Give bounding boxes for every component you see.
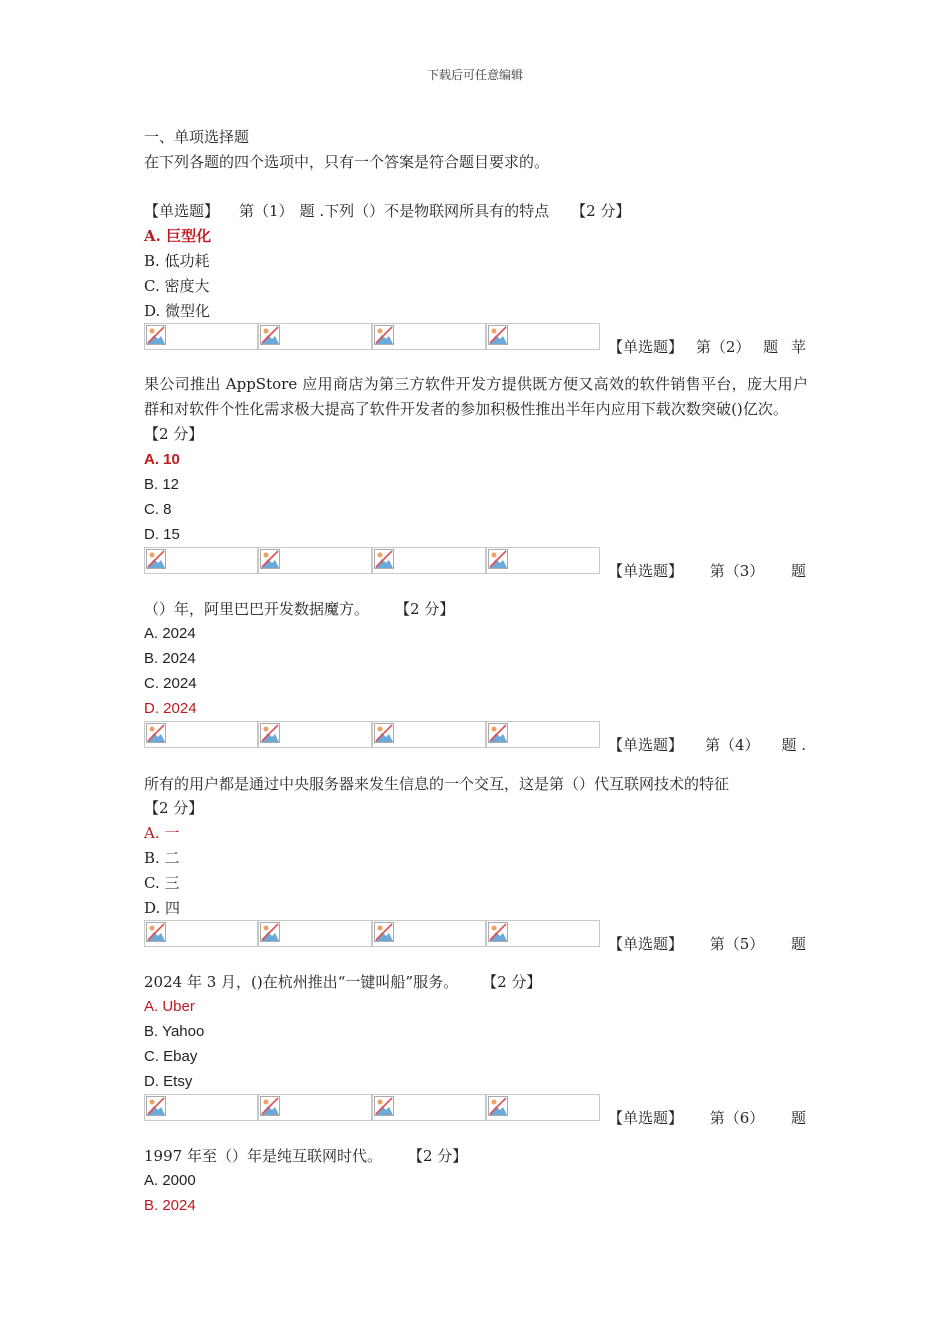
broken-image-icon	[488, 1096, 508, 1116]
image-placeholder	[372, 323, 486, 350]
q3-option-c[interactable]: C. 2024	[144, 675, 197, 692]
question-2-text: 果公司推出 AppStore 应用商店为第三方软件开发方提供既方便又高效的软件销售平台，庞大用户群和对软件个性化需求极大提高了软件开发者的参加积极性推出半年内应用下载次数突破()亿次。【2 分】	[144, 375, 808, 443]
broken-image-icon	[146, 723, 166, 743]
question-type: 【单选题】	[144, 202, 220, 220]
image-placeholder	[144, 323, 258, 350]
image-placeholder	[486, 1094, 600, 1121]
question-score: 【2 分】	[395, 600, 455, 618]
q2-option-d[interactable]: D. 15	[144, 526, 180, 543]
image-placeholder	[258, 721, 372, 748]
q5-option-a[interactable]: A. Uber	[144, 998, 195, 1015]
image-placeholder	[486, 721, 600, 748]
image-row	[144, 920, 604, 947]
section-title: 一、单项选择题	[144, 128, 250, 146]
q1-option-b[interactable]: B. 低功耗	[144, 252, 210, 270]
q4-option-d[interactable]: D. 四	[144, 899, 181, 917]
broken-image-icon	[488, 922, 508, 942]
q5-option-c[interactable]: C. Ebay	[144, 1048, 198, 1065]
question-3-header: 【单选题】 第（3） 题	[608, 562, 806, 580]
question-6-text: 1997 年至（）年是纯互联网时代。 【2 分】	[144, 1147, 468, 1165]
image-placeholder	[372, 920, 486, 947]
image-placeholder	[258, 1094, 372, 1121]
q5-option-b[interactable]: B. Yahoo	[144, 1023, 205, 1040]
broken-image-icon	[146, 325, 166, 345]
page-header: 下载后可任意编辑	[426, 68, 523, 82]
image-placeholder	[486, 920, 600, 947]
image-placeholder	[486, 323, 600, 350]
question-5-header: 【单选题】 第（5） 题	[608, 935, 806, 953]
image-placeholder	[372, 1094, 486, 1121]
question-2-header: 【单选题】 第（2） 题 苹	[608, 338, 806, 356]
q1-option-a[interactable]: A. 巨型化	[144, 227, 212, 245]
broken-image-icon	[146, 549, 166, 569]
q2-option-c[interactable]: C. 8	[144, 501, 172, 518]
image-row	[144, 721, 604, 748]
broken-image-icon	[374, 549, 394, 569]
q1-option-d[interactable]: D. 微型化	[144, 302, 211, 320]
question-5-text: 2024 年 3 月，()在杭州推出“一键叫船”服务。 【2 分】	[144, 973, 542, 991]
broken-image-icon	[260, 723, 280, 743]
image-row	[144, 323, 604, 350]
broken-image-icon	[374, 1096, 394, 1116]
q3-option-a[interactable]: A. 2024	[144, 625, 196, 642]
broken-image-icon	[488, 549, 508, 569]
q1-option-c[interactable]: C. 密度大	[144, 277, 210, 295]
image-placeholder	[258, 323, 372, 350]
question-3-text: （）年，阿里巴巴开发数据魔方。 【2 分】	[144, 600, 455, 618]
broken-image-icon	[260, 922, 280, 942]
image-row	[144, 1094, 604, 1121]
question-number: 第（1）	[239, 202, 294, 220]
question-score: 【2 分】	[407, 1147, 468, 1165]
image-placeholder	[372, 721, 486, 748]
broken-image-icon	[260, 549, 280, 569]
section-instruction: 在下列各题的四个选项中，只有一个答案是符合题目要求的。	[144, 153, 550, 171]
image-placeholder	[258, 547, 372, 574]
broken-image-icon	[488, 325, 508, 345]
question-1-header	[144, 201, 630, 221]
image-placeholder	[144, 547, 258, 574]
question-4-header: 【单选题】 第（4） 题 .	[608, 736, 806, 754]
q3-option-d[interactable]: D. 2024	[144, 700, 197, 717]
image-placeholder	[486, 547, 600, 574]
image-placeholder	[372, 547, 486, 574]
broken-image-icon	[260, 1096, 280, 1116]
question-text: 题 .下列（）不是物联网所具有的特点	[299, 202, 550, 220]
broken-image-icon	[260, 325, 280, 345]
question-6-header: 【单选题】 第（6） 题	[608, 1109, 806, 1127]
image-placeholder	[144, 721, 258, 748]
image-placeholder	[258, 920, 372, 947]
question-score: 【2 分】	[571, 202, 631, 220]
image-placeholder	[144, 920, 258, 947]
question-4-text: 所有的用户都是通过中央服务器来发生信息的一个交互，这是第（）代互联网技术的特征	[144, 775, 730, 793]
broken-image-icon	[374, 325, 394, 345]
broken-image-icon	[374, 922, 394, 942]
image-row	[144, 547, 604, 574]
broken-image-icon	[374, 723, 394, 743]
q2-option-b[interactable]: B. 12	[144, 476, 180, 493]
q4-option-a[interactable]: A. 一	[144, 824, 180, 842]
q5-option-d[interactable]: D. Etsy	[144, 1073, 193, 1090]
broken-image-icon	[488, 723, 508, 743]
broken-image-icon	[146, 922, 166, 942]
broken-image-icon	[146, 1096, 166, 1116]
q2-option-a[interactable]: A. 10	[144, 451, 180, 468]
question-score: 【2 分】	[144, 425, 204, 443]
q6-option-b[interactable]: B. 2024	[144, 1197, 196, 1214]
question-score: 【2 分】	[482, 973, 542, 991]
q4-option-b[interactable]: B. 二	[144, 849, 180, 867]
question-score: 【2 分】	[144, 799, 204, 817]
q3-option-b[interactable]: B. 2024	[144, 650, 196, 667]
image-placeholder	[144, 1094, 258, 1121]
q4-option-c[interactable]: C. 三	[144, 874, 180, 892]
q6-option-a[interactable]: A. 2000	[144, 1172, 196, 1189]
